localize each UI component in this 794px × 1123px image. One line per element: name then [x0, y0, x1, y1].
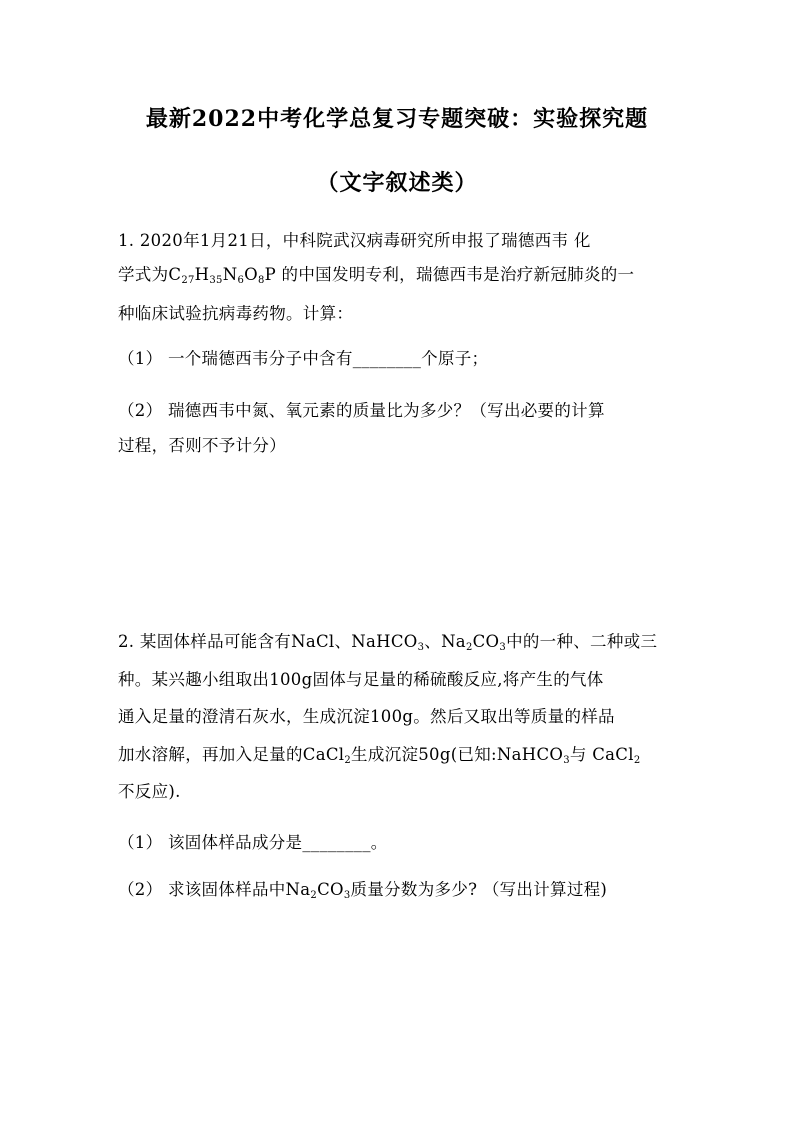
text-segment: 通入足量的澄清石灰水，生成沉淀100g。然后又取出等质量的样品 — [118, 707, 615, 726]
text-line — [118, 397, 605, 421]
document-title: 最新2022中考化学总复习专题突破：实验探究题 — [145, 106, 649, 132]
text-line — [118, 666, 604, 690]
subscript: 3 — [343, 890, 351, 901]
subscript: 3 — [563, 755, 570, 766]
text-segment: 加水溶解，再加入足量的CaCl — [118, 745, 345, 764]
text-segment: 中的一种、二种或三 — [506, 632, 658, 651]
text-line — [118, 261, 634, 285]
subscript: 3 — [499, 642, 507, 653]
text-segment: O — [244, 265, 258, 284]
text-segment: 种。某兴趣小组取出100g固体与足量的稀硫酸反应,将产生的气体 — [118, 670, 604, 689]
text-segment: 、Na — [424, 632, 466, 651]
document-subtitle: （文字叙述类） — [316, 170, 478, 196]
subscript: 2 — [465, 642, 473, 653]
subscript: 35 — [209, 275, 223, 286]
text-segment: CO — [472, 632, 500, 651]
text-segment: 学式为C — [118, 265, 182, 284]
text-line — [118, 829, 388, 853]
text-line — [118, 227, 591, 251]
text-line — [118, 876, 607, 900]
text-line — [118, 628, 657, 652]
text-segment: 质量分数为多少? （写出计算过程) — [350, 880, 608, 899]
text-segment: （1） 该固体样品成分是________。 — [118, 833, 388, 852]
text-line — [118, 778, 181, 802]
text-segment: （2） 求该固体样品中Na — [118, 880, 311, 899]
text-segment: 种临床试验抗病毒药物。计算： — [118, 304, 354, 323]
text-line — [118, 300, 353, 324]
text-line — [118, 741, 640, 765]
text-segment: 1. 2020年1月21日，中科院武汉病毒研究所申报了瑞德西韦 化 — [118, 231, 591, 250]
subscript: 2 — [310, 890, 318, 901]
text-segment: 生成沉淀50g(已知:NaHCO — [351, 745, 564, 764]
text-segment: P 的中国发明专利，瑞德西韦是治疗新冠肺炎的一 — [264, 265, 635, 284]
text-segment: 过程，否则不予计分） — [118, 436, 286, 455]
subscript: 3 — [417, 642, 425, 653]
text-segment: 与 CaCl — [569, 745, 634, 764]
subscript: 8 — [257, 275, 265, 286]
text-segment: 2. 某固体样品可能含有NaCl、NaHCO — [118, 632, 418, 651]
subscript: 6 — [237, 275, 245, 286]
text-segment: （2） 瑞德西韦中氮、氧元素的质量比为多少？（写出必要的计算 — [118, 401, 605, 420]
subscript: 2 — [344, 755, 352, 766]
text-line — [118, 432, 286, 456]
subscript: 27 — [181, 275, 195, 286]
text-segment: H — [194, 265, 210, 284]
text-segment: （1） 一个瑞德西韦分子中含有________个原子； — [118, 349, 489, 368]
subscript: 2 — [633, 755, 641, 766]
text-line — [118, 703, 615, 727]
text-segment: CO — [317, 880, 344, 899]
text-line — [118, 345, 488, 369]
text-segment: 不反应). — [118, 782, 181, 801]
text-segment: N — [222, 265, 238, 284]
